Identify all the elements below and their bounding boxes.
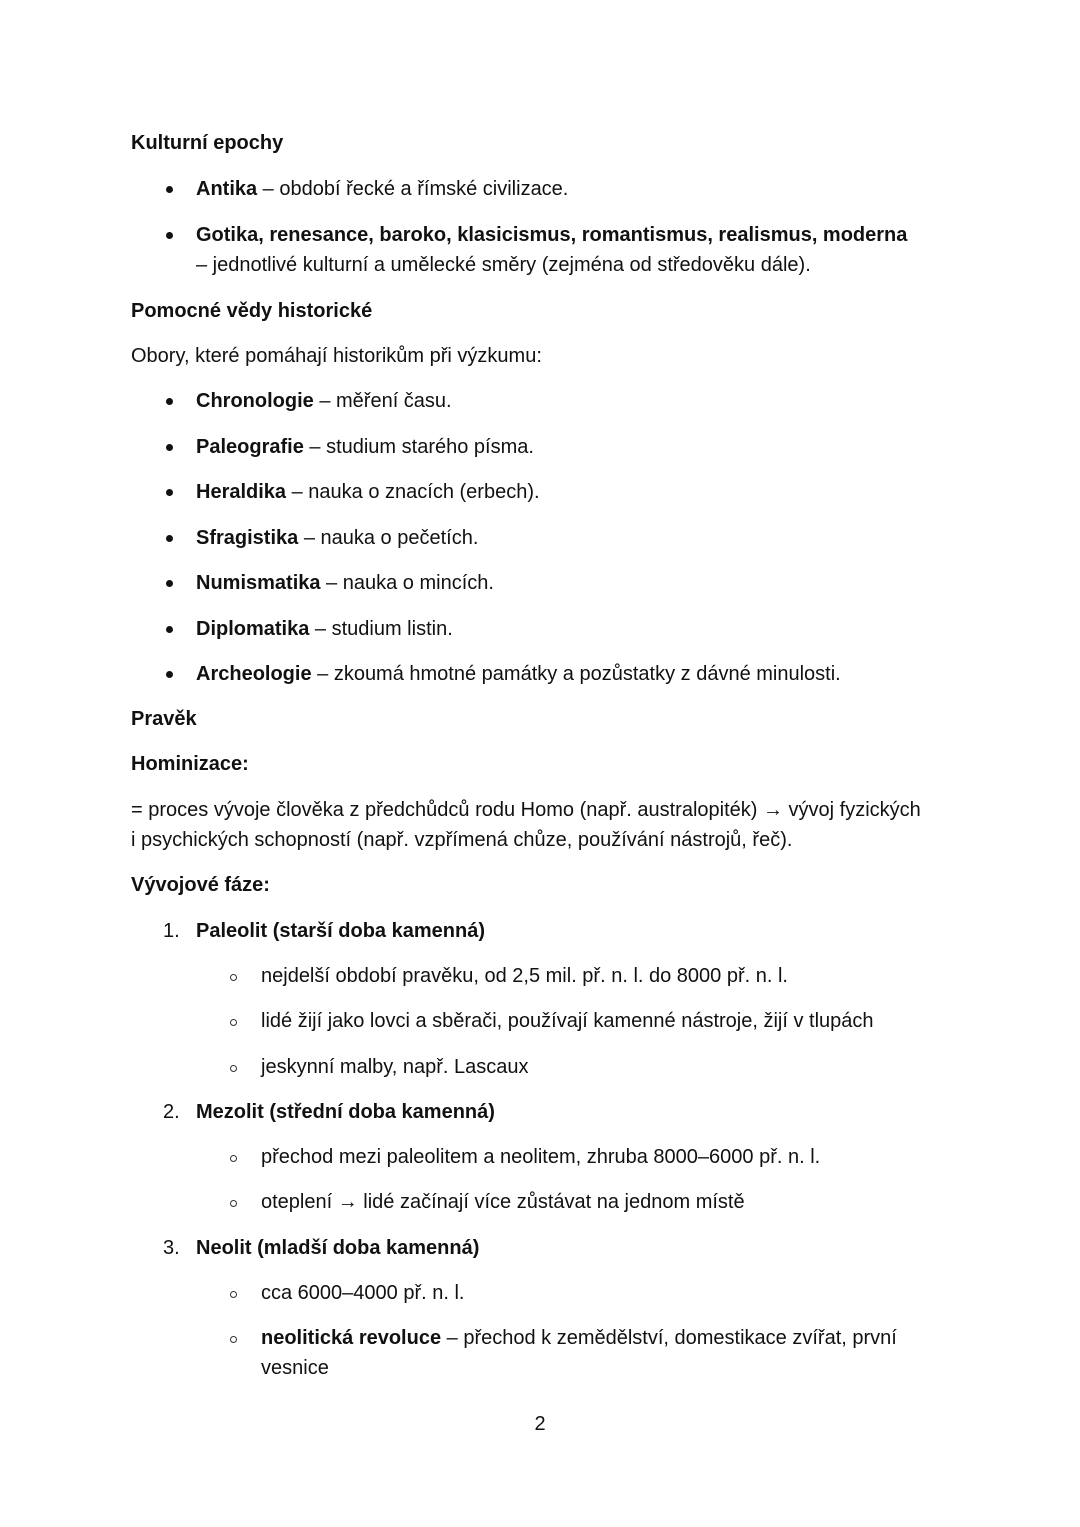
description: – nauka o mincích. [320, 572, 494, 594]
phase-point: jeskynní malby, např. Lascaux [261, 1056, 529, 1078]
list-number: 2. [163, 1101, 180, 1123]
description: – studium starého písma. [303, 436, 534, 458]
bullet-icon [166, 671, 173, 678]
description: – jednotlivé kulturní a umělecké směry (zejména od středověku dále). [196, 254, 811, 276]
phase-title: Paleolit (starší doba kamenná) [196, 920, 485, 942]
circle-bullet-icon [230, 1291, 237, 1298]
bullet-icon [166, 444, 173, 451]
term: Archeologie [196, 663, 312, 685]
hominizace-text-line-2: i psychických schopností (např. vzpřímená chůze, používání nástrojů, řeč). [131, 829, 793, 851]
list-number: 1. [163, 920, 180, 942]
phase-point [261, 1323, 897, 1353]
circle-bullet-icon [230, 1336, 237, 1343]
phase-point: lidé žijí jako lovci a sběrači, používají kamenné nástroje, žijí v tlupách [261, 1010, 874, 1032]
description: – zkoumá hmotné památky a pozůstatky z dávné minulosti. [311, 663, 841, 685]
description: – studium listin. [309, 618, 453, 640]
term: Sfragistika [196, 527, 299, 549]
term: Chronologie [196, 390, 314, 412]
circle-bullet-icon [230, 1019, 237, 1026]
description: – období řecké a římské civilizace. [257, 178, 569, 200]
description: – měření času. [313, 390, 452, 412]
heading-kulturni-epochy: Kulturní epochy [131, 132, 284, 154]
hominizace-text-line-1: = proces vývoje člověka z předchůdců rodu Homo (např. australopiték) → vývoj fyzických [131, 799, 921, 821]
phase-point: přechod mezi paleolitem a neolitem, zhruba 8000–6000 př. n. l. [261, 1146, 821, 1168]
description: – nauka o pečetích. [298, 527, 479, 549]
bullet-icon [166, 535, 173, 542]
term: neolitická revoluce [261, 1327, 442, 1349]
description: – přechod k zemědělství, domestikace zvířat, první [441, 1327, 897, 1349]
page-number: 2 [534, 1413, 546, 1435]
phase-point: oteplení → lidé začínají více zůstávat na jednom místě [261, 1191, 745, 1213]
phase-title: Neolit (mladší doba kamenná) [196, 1237, 480, 1259]
description: – nauka o znacích (erbech). [286, 481, 540, 503]
phase-point: cca 6000–4000 př. n. l. [261, 1282, 465, 1304]
heading-pomocne-vedy: Pomocné vědy historické [131, 300, 373, 322]
term: Numismatika [196, 572, 321, 594]
heading-hominizace: Hominizace: [131, 753, 249, 775]
bullet-icon [166, 232, 173, 239]
heading-pravek: Pravěk [131, 708, 197, 730]
circle-bullet-icon [230, 974, 237, 981]
bullet-icon [166, 186, 173, 193]
phase-point-continuation: vesnice [261, 1357, 329, 1379]
intro-text: Obory, které pomáhají historikům při výzkumu: [131, 345, 542, 367]
term: Antika [196, 178, 258, 200]
term: Heraldika [196, 481, 287, 503]
term: Paleografie [196, 436, 304, 458]
term: Diplomatika [196, 618, 310, 640]
list-number: 3. [163, 1237, 180, 1259]
circle-bullet-icon [230, 1200, 237, 1207]
bullet-icon [166, 398, 173, 405]
circle-bullet-icon [230, 1065, 237, 1072]
phase-point: nejdelší období pravěku, od 2,5 mil. př. n. l. do 8000 př. n. l. [261, 965, 788, 987]
bullet-icon [166, 489, 173, 496]
circle-bullet-icon [230, 1155, 237, 1162]
heading-vyvojove-faze: Vývojové fáze: [131, 874, 270, 896]
term: Gotika, renesance, baroko, klasicismus, romantismus, realismus, moderna [196, 224, 908, 246]
bullet-icon [166, 626, 173, 633]
bullet-icon [166, 580, 173, 587]
phase-title: Mezolit (střední doba kamenná) [196, 1101, 495, 1123]
